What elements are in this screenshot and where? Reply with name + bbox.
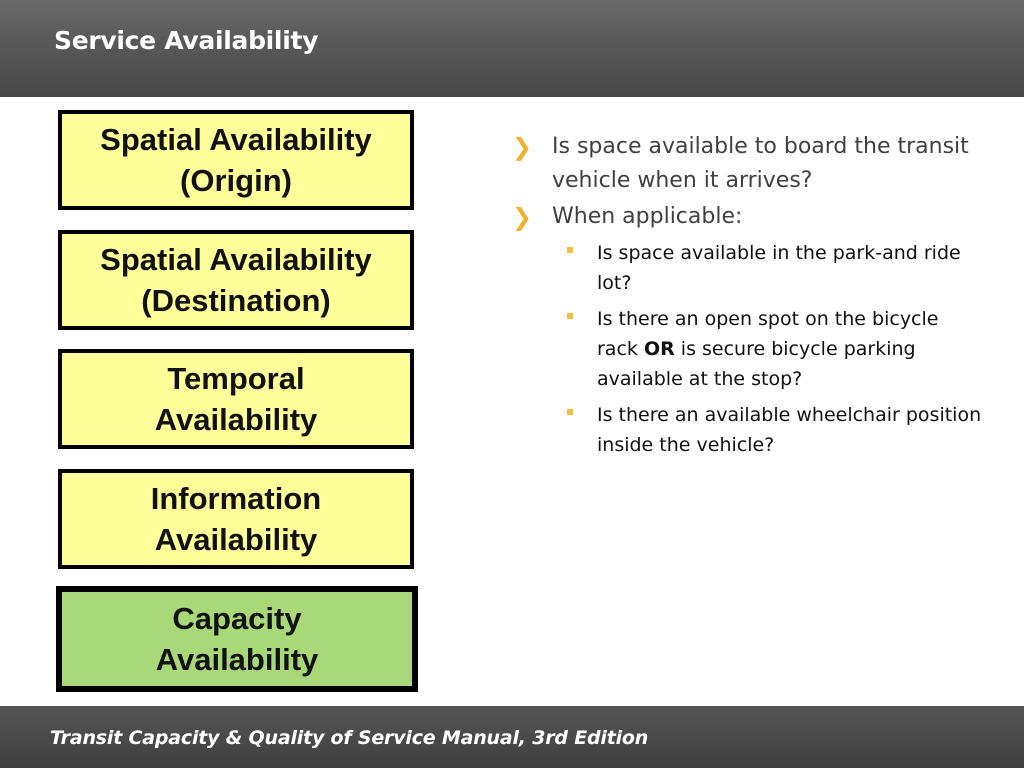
- box-label-line1: Capacity: [172, 601, 302, 636]
- box-label: [100, 239, 372, 321]
- box-label: [151, 478, 322, 560]
- box-label-line2: Availability: [154, 522, 318, 557]
- square-bullet-icon: [567, 247, 573, 253]
- sub-bullet-text: Is there an available wheelchair position inside the vehicle?: [597, 404, 982, 456]
- bullet-list: [512, 130, 982, 466]
- emphasis-text: OR: [643, 338, 675, 360]
- sub-bullet-text: Is space available in the park-and ride lot?: [597, 242, 961, 294]
- sub-bullet-text: is secure bicycle parking available at the stop?: [597, 338, 916, 390]
- square-bullet-icon: [567, 313, 573, 319]
- box-temporal: [58, 349, 414, 449]
- box-label-line1: Information: [150, 481, 322, 516]
- box-label-line2: (Destination): [141, 283, 331, 318]
- footer-bar: [0, 706, 1024, 768]
- bullet-item: [512, 130, 982, 198]
- sub-bullet-item: [512, 238, 982, 298]
- box-spatial-destination: [58, 230, 414, 330]
- sub-bullet-text: Is there an open spot on the bicycle rack: [597, 308, 939, 360]
- bullet-item: [512, 200, 982, 234]
- box-label-line2: (Origin): [180, 163, 292, 198]
- sub-bullet-item: [512, 400, 982, 460]
- chevron-right-icon: ❯: [512, 203, 533, 231]
- box-capacity-active: [56, 586, 418, 692]
- box-label-line2: Availability: [154, 402, 318, 437]
- box-label-line1: Temporal: [167, 361, 305, 396]
- box-label: [156, 598, 319, 680]
- box-label-line1: Spatial Availability: [100, 122, 372, 157]
- box-label-line1: Spatial Availability: [100, 242, 372, 277]
- box-spatial-origin: [58, 110, 414, 210]
- chevron-right-icon: ❯: [512, 133, 533, 161]
- sub-bullet-item: [512, 304, 982, 394]
- footer-text: Transit Capacity & Quality of Service Manual, 3rd Edition: [50, 727, 649, 749]
- box-label-line2: Availability: [155, 642, 319, 677]
- box-label: [100, 119, 372, 201]
- box-information: [58, 469, 414, 569]
- header-bar: [0, 0, 1024, 97]
- square-bullet-icon: [567, 409, 573, 415]
- page-title: Service Availability: [54, 26, 319, 55]
- bullet-text: Is space available to board the transit vehicle when it arrives?: [552, 134, 969, 193]
- bullet-text: When applicable:: [552, 204, 743, 229]
- box-label: [155, 358, 318, 440]
